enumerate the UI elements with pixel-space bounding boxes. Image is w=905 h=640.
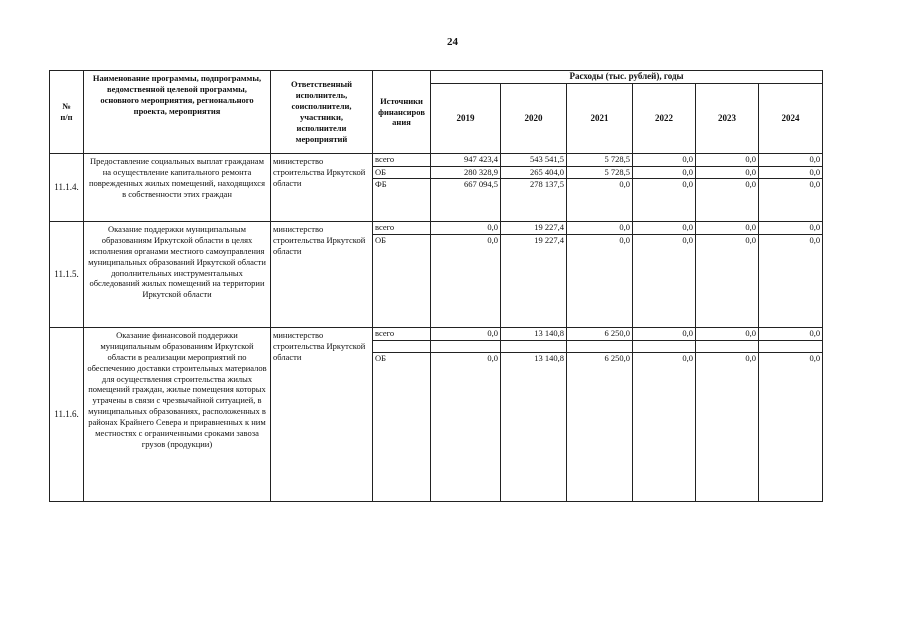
- source-label: всего: [373, 154, 430, 167]
- source-label: ОБ: [375, 353, 387, 363]
- value-cell-2022: [633, 328, 696, 502]
- value-cell-2019: [431, 222, 501, 328]
- value-cell-2023: [696, 328, 759, 502]
- value: 13 140,8: [501, 328, 566, 341]
- value: 0,0: [759, 167, 822, 180]
- value: 0,0: [487, 234, 498, 245]
- table-row: [50, 222, 823, 328]
- measure-name: Предоставление социальных выплат гражданам на осуществление капитального ремонта поврежденных жилых помещений, находящихся в собственности этих граждан: [84, 154, 271, 222]
- value: 6 250,0: [604, 353, 630, 363]
- spacer: [501, 341, 566, 354]
- value: 667 094,5: [464, 179, 498, 189]
- measure-name: Оказание финансовой поддержки муниципальным образованиям Иркутской области в реализации мероприятий по обеспечению доставки строительных материалов для осуществления строительства жилых помещений граждан, жилые помещения которых утрачены в связи с чрезвычайной ситуацией, в муниципальных образованиях, расположенных в районах Крайнего Севера и приравненных к ним местностях с ограниченными сроками завоза грузов (продукции): [84, 328, 271, 502]
- year-2021: 2021: [567, 83, 633, 153]
- page-number: 24: [447, 36, 458, 48]
- table-row: [50, 328, 823, 502]
- responsible-executor: министерство строительства Иркутской области: [271, 154, 373, 222]
- value-cell-2022: [633, 222, 696, 328]
- table-row: [50, 154, 823, 222]
- expenses-table: [49, 70, 823, 502]
- row-number: 11.1.5.: [50, 222, 84, 328]
- value-cell-2020: [501, 328, 567, 502]
- header-responsible: Ответственный исполнитель, соисполнители, участники, исполнители мероприятий: [271, 71, 373, 154]
- value: 0,0: [809, 179, 821, 189]
- value: 0,0: [745, 353, 756, 363]
- value-cell-2019: [431, 154, 501, 222]
- source-cell: [373, 154, 431, 222]
- value: 0,0: [696, 328, 758, 341]
- source-label: всего: [373, 222, 430, 235]
- header-name: Наименование программы, подпрограммы, ведомственной целевой программы, основного мероприятия, регионального проекта, мероприятия: [84, 71, 271, 154]
- year-2024: 2024: [759, 83, 823, 153]
- value-cell-2021: [567, 154, 633, 222]
- value: 5 728,5: [567, 167, 632, 180]
- spacer: [567, 341, 632, 354]
- value: 278 137,5: [530, 179, 564, 189]
- source-cell: [373, 328, 431, 502]
- value: 0,0: [682, 353, 693, 363]
- value: 0,0: [567, 222, 632, 235]
- year-2022: 2022: [633, 83, 696, 153]
- year-2019: 2019: [431, 83, 501, 153]
- value: 0,0: [682, 234, 693, 245]
- value: 265 404,0: [501, 167, 566, 180]
- value: 543 541,5: [501, 154, 566, 167]
- value-cell-2024: [759, 222, 823, 328]
- value: 0,0: [759, 328, 822, 341]
- header-expenses: Расходы (тыс. рублей), годы: [431, 71, 823, 84]
- value: 0,0: [619, 234, 630, 245]
- source-label: ФБ: [375, 179, 387, 189]
- row-number: 11.1.4.: [50, 154, 84, 222]
- value: 19 227,4: [501, 222, 566, 235]
- value: 0,0: [696, 167, 758, 180]
- value: 280 328,9: [431, 167, 500, 180]
- value-cell-2021: [567, 222, 633, 328]
- value: 0,0: [633, 167, 695, 180]
- spacer: [633, 341, 695, 354]
- responsible-executor: министерство строительства Иркутской области: [271, 222, 373, 328]
- header-sources: Источники финансиров ания: [373, 71, 431, 154]
- value-cell-2021: [567, 328, 633, 502]
- value-cell-2024: [759, 154, 823, 222]
- value: 0,0: [633, 328, 695, 341]
- value: 0,0: [759, 222, 822, 235]
- value: 0,0: [633, 222, 695, 235]
- responsible-executor: министерство строительства Иркутской области: [271, 328, 373, 502]
- measure-name: Оказание поддержки муниципальным образованиям Иркутской области в целях исполнения органами местного самоуправления муниципальных образований Иркутской области дополнительных инструментальных обследований жилых помещений на территории Иркутской области: [84, 222, 271, 328]
- value-cell-2019: [431, 328, 501, 502]
- value-cell-2023: [696, 154, 759, 222]
- value: 947 423,4: [431, 154, 500, 167]
- header-num: № п/п: [50, 71, 84, 154]
- value: 0,0: [487, 353, 498, 363]
- value-cell-2020: [501, 222, 567, 328]
- value-cell-2022: [633, 154, 696, 222]
- value: 0,0: [759, 154, 822, 167]
- value: 0,0: [809, 353, 821, 363]
- value: 0,0: [745, 234, 756, 245]
- value-cell-2023: [696, 222, 759, 328]
- spacer: [696, 341, 758, 354]
- year-2020: 2020: [501, 83, 567, 153]
- value: 6 250,0: [567, 328, 632, 341]
- source-label: всего: [373, 328, 430, 341]
- source-label: ОБ: [375, 234, 387, 245]
- value: 0,0: [682, 179, 693, 189]
- value: 0,0: [696, 154, 758, 167]
- year-2023: 2023: [696, 83, 759, 153]
- value: 13 140,8: [534, 353, 564, 363]
- spacer: [759, 341, 822, 354]
- value: 19 227,4: [534, 234, 564, 245]
- row-number: 11.1.6.: [50, 328, 84, 502]
- source-cell: [373, 222, 431, 328]
- value: 0,0: [809, 234, 821, 245]
- source-label: ОБ: [373, 167, 430, 180]
- header-row-top: [50, 71, 823, 84]
- value: 0,0: [696, 222, 758, 235]
- value: 5 728,5: [567, 154, 632, 167]
- value-cell-2024: [759, 328, 823, 502]
- spacer: [373, 341, 430, 354]
- value: 0,0: [431, 328, 500, 341]
- value: 0,0: [431, 222, 500, 235]
- value: 0,0: [633, 154, 695, 167]
- value-cell-2020: [501, 154, 567, 222]
- value: 0,0: [619, 179, 630, 189]
- value: 0,0: [745, 179, 756, 189]
- spacer: [431, 341, 500, 354]
